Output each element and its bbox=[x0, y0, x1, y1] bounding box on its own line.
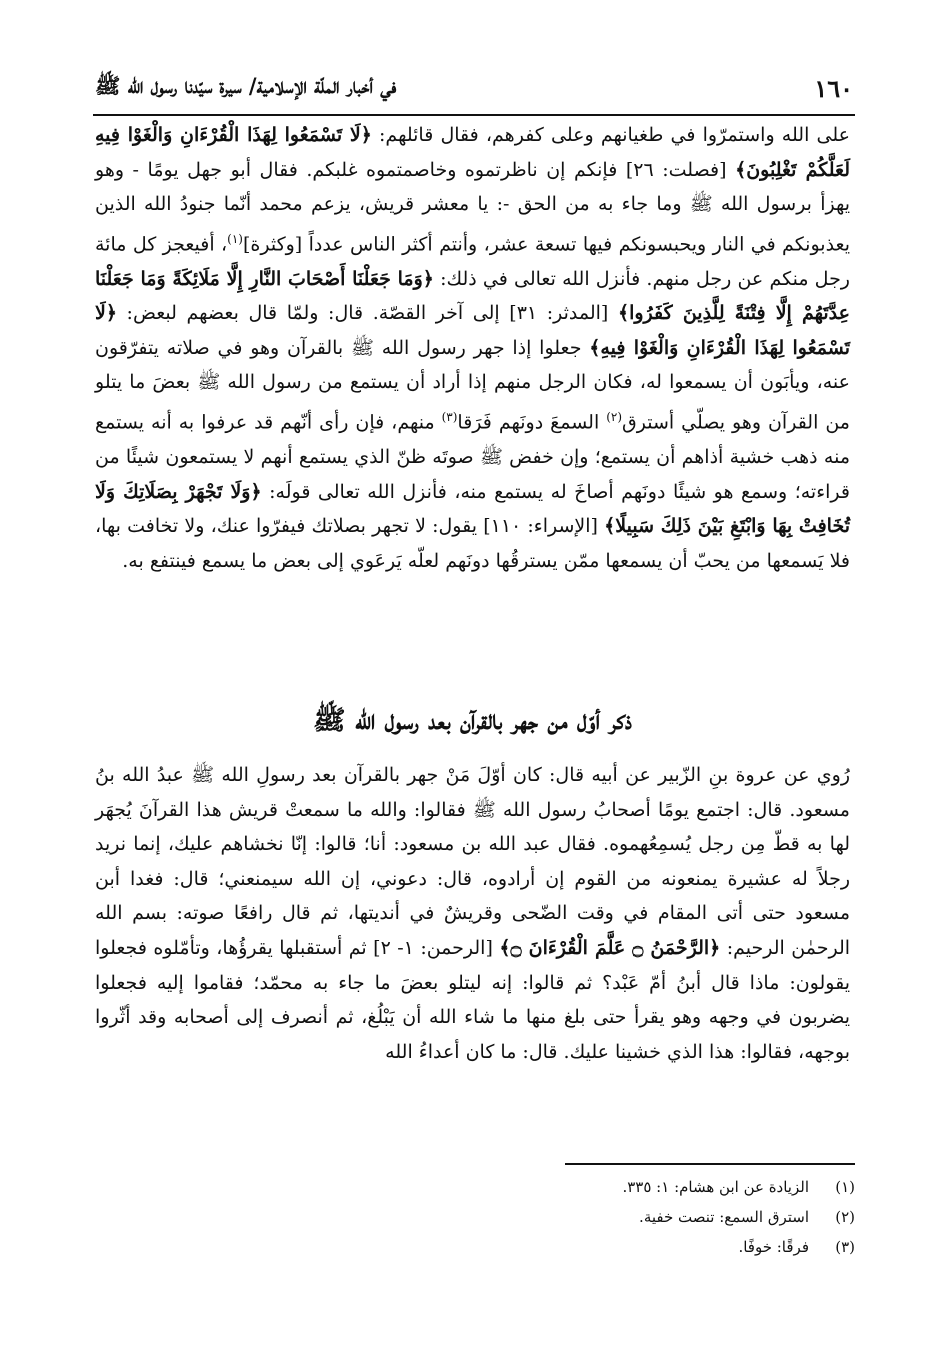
text-run: ، أفيعجز كل مائة رجل منكم عن رجل منهم. فأنزل الله تعالى في ذلك: bbox=[95, 233, 850, 290]
footnote-text: استرق السمع: تنصت خفية. bbox=[639, 1208, 809, 1226]
verse-reference: [المدثر: ٣١] bbox=[499, 302, 618, 325]
page-number: ١٦٠ bbox=[814, 73, 853, 103]
text-run: منهم، فإن رأى أنّهم قد عرفوا به أنه يستمع منه ذهب خشية أذاهم أن يستمع؛ وإن خفض ﷺ صوتَه ظنّ الذي يستمع أنهم لا يستمعون شيئًا من قراءته؛ وسمع هو شيئًا دونَهم أصاخَ له يستمع منه، فأنزل الله تعالى قولَه: bbox=[95, 411, 850, 503]
verse-reference: [الإسراء: ١١٠] bbox=[477, 515, 605, 538]
footnote-item bbox=[500, 1172, 855, 1202]
footnote-number: (٣) bbox=[835, 1238, 855, 1256]
footnote-number: (١) bbox=[835, 1178, 855, 1196]
footnotes bbox=[500, 1172, 855, 1262]
quran-verse: ﴿وَمَا جَعَلْنَا أَصْحَابَ النَّارِ إِلَّا مَلَائِكَةً وَمَا جَعَلْنَا عِدَّتَهُمْ إِلَّا فِتْنَةً لِلَّذِينَ كَفَرُوا﴾ bbox=[95, 267, 850, 325]
quran-verse: ﴿لَا تَسْمَعُوا لِهَذَا الْقُرْءَانِ وَالْغَوْا فِيهِ﴾ bbox=[95, 302, 851, 359]
header-divider bbox=[93, 114, 855, 116]
footnote-item bbox=[500, 1202, 855, 1232]
footnote-number: (٢) bbox=[835, 1208, 855, 1226]
text-run: السمعَ دونَهم فَرَقا bbox=[457, 411, 607, 434]
verse-reference: [الرحمن: ١- ٢] bbox=[366, 936, 500, 959]
footnote-marker: (١) bbox=[227, 231, 243, 246]
footnote-text: فرقًا: خوفًا. bbox=[738, 1238, 809, 1256]
paragraph-1 bbox=[95, 118, 850, 578]
section-text bbox=[95, 758, 850, 1069]
text-run: رُوي عن عروة بنِ الزّبير عن أبيه قال: كان أوّلَ مَنْ جهر بالقرآن بعد رسولِ الله ﷺ عبدُ الله بنُ مسعود. قال: اجتمع يومًا أصحابُ رسول الله ﷺ فقالوا: والله ما سمعتْ قريش هذا القرآنَ يُجهَر لها به قطّ مِن رجل يُسمِعُهموه. فقال عبد الله بن مسعود: أنا؛ قالوا: إنّا نخشاهم عليك، إنما نريد رجلاً له عشيرة يمنعونه من القوم إن أرادوه، قال: دعوني، إن الله سيمنعني؛ قال: فغدا أبن مسعود حتى أتى المقام في وقت الضّحى وقريشٌ في أنديتها، ثم قال رافعًا صوته: بسم الله الرحمٰن الرحيم: bbox=[95, 764, 851, 959]
footnote-text: الزيادة عن ابن هشام: ١: ٣٣٥. bbox=[622, 1178, 809, 1196]
text-run: إلى آخر القصّة. قال: ولمّا قال بعضهم لبعض: bbox=[116, 302, 500, 325]
footnote-marker: (٣) bbox=[441, 410, 458, 425]
text-run: يقول: لا تجهر بصلاتك فيفرّوا عنك، ولا تخافت بها، فلا يَسمعها من يحبّ أن يسمعها ممّن يسترقُها دونَهم لعلّه يَرعَوي إلى بعض ما يسمع فينتفع به. bbox=[95, 515, 850, 572]
running-title: في أخبار الملّة الإسلامية/ سيرة سيّدنا رسول الله ﷺ bbox=[95, 72, 397, 98]
verse-reference: [فصلت: ٢٦] bbox=[617, 158, 736, 181]
footnote-marker: (٢) bbox=[606, 410, 623, 425]
footnote-divider bbox=[565, 1163, 855, 1165]
quran-verse: ﴿وَلَا تَجْهَرْ بِصَلَاتِكَ وَلَا تُخَافِتْ بِهَا وَابْتَغِ بَيْنَ ذَلِكَ سَبِيلًا﴾ bbox=[95, 480, 851, 538]
quran-verse: ﴿لَا تَسْمَعُوا لِهَذَا الْقُرْءَانِ وَالْغَوْا فِيهِ لَعَلَّكُمْ تَغْلِبُونَ﴾ bbox=[95, 124, 850, 181]
text-run: جعلوا إذا جهر رسول الله ﷺ بالقرآن وهو في صلاته يتفرّقون عنه، ويأبَون أن يسمعوا له، فكان الرجل منهم إذا أراد أن يستمع من رسول الله ﷺ بعضَ ما يتلو من القرآن وهو يصلّي أسترق bbox=[95, 336, 850, 434]
page-header bbox=[95, 68, 853, 108]
section-heading: ذكر أوّل من جهر بالقرآن بعد رسول الله ﷺ bbox=[313, 705, 632, 736]
paragraph-2 bbox=[95, 758, 850, 1069]
text-run: على الله واستمرّوا في طغيانهم وعلى كفرهم، فقال قائلهم: bbox=[371, 124, 850, 146]
text-run: ثم أستقبلها يقرؤُها، وتأمّلوه فجعلوا يقولون: ماذا قال أبنُ أمّ عَبْد؟ ثم قالوا: إنه ليتلو بعضَ ما جاء به محمّد؛ فقاموا إليه فجعلوا يضربون في وجهه وهو يقرأ حتى بلغ منها ما شاء الله أن يَبْلُغ، ثم أنصرف إلى أصحابه وقد أثّروا بوجهه، فقالوا: هذا الذي خشينا عليك. قال: ما كان أعداءُ الله bbox=[95, 936, 850, 1063]
quran-verse: ﴿الرَّحْمَنُ ۝ عَلَّمَ الْقُرْءَانَ ۝﴾ bbox=[499, 936, 721, 959]
text-run: فإنكم إن ناظرتموه وخاصمتموه غلبكم. فقال أبو جهل يومًا - وهو يهزأ برسول الله ﷺ وما جاء به من الحق -: يا معشر قريش، يزعم محمد أنّما جنودُ الله الذين يعذبونكم في النار ويحبسونكم فيها تسعة عشر، وأنتم أكثر الناس عدداً [وكثرة] bbox=[95, 158, 851, 256]
main-text bbox=[95, 118, 850, 578]
footnote-item bbox=[500, 1232, 855, 1262]
